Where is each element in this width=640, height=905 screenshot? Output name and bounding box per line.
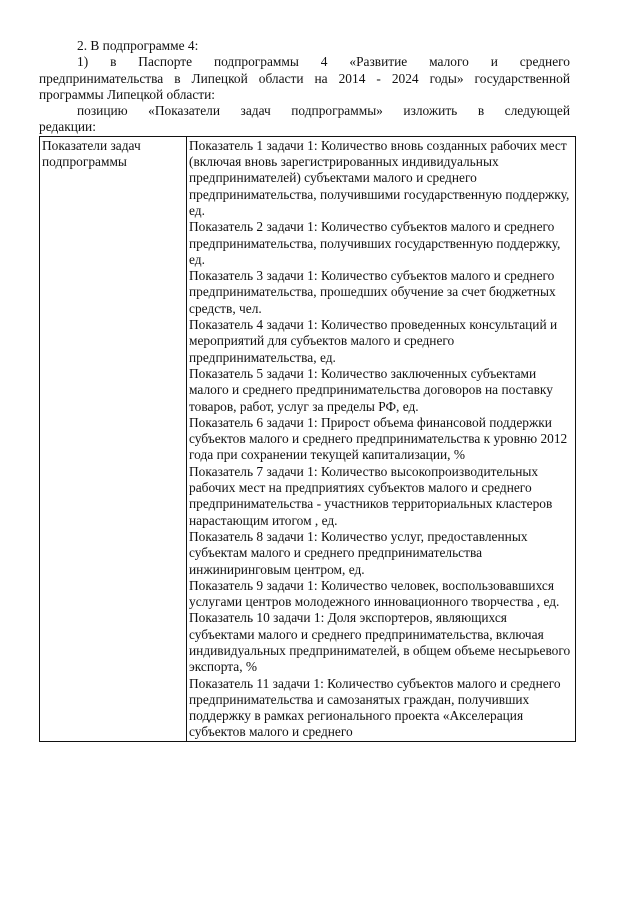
- indicator-4: Показатель 4 задачи 1: Количество проведенных консультаций и мероприятий для субъектов малого и среднего предпринимательства, ед.: [189, 317, 558, 365]
- indicator-6: Показатель 6 задачи 1: Прирост объема финансовой поддержки субъектов малого и среднего предпринимательства к уровню 2012 года при сохранении текущей капитализации, %: [189, 414, 568, 463]
- indicators-table: [39, 136, 576, 742]
- indicator-2: Показатель 2 задачи 1: Количество субъектов малого и среднего предпринимательства, получивших государственную поддержку, ед.: [189, 219, 561, 267]
- paragraph-2-line-2: редакции:: [39, 119, 96, 135]
- document-body: [39, 38, 570, 742]
- indicator-5: Показатель 5 задачи 1: Количество заключенных субъектами малого и среднего предпринимательства договоров на поставку товаров, работ, услуг за пределы РФ, ед.: [189, 365, 553, 414]
- paragraph-2-line-1: позицию «Показатели задач подпрограммы» изложить в следующей: [77, 103, 570, 119]
- indicator-1: Показатель 1 задачи 1: Количество вновь созданных рабочих мест (включая вновь зарегистрированных индивидуальных предпринимателей) субъектами малого и среднего предпринимательства, получившими государственную поддержку, ед.: [189, 137, 570, 218]
- indicator-7: Показатель 7 задачи 1: Количество высокопроизводительных рабочих мест на предприятиях субъектов малого и среднего предпринимательства - участников территориальных кластеров нарастающим итогом , ед.: [189, 463, 553, 528]
- paragraph-1-line-3: программы Липецкой области:: [39, 86, 216, 102]
- section-heading: 2. В подпрограмме 4:: [77, 38, 199, 53]
- indicator-11: Показатель 11 задачи 1: Количество субъектов малого и среднего предпринимательства и самозанятых граждан, получивших поддержку в рамках регионального проекта «Акселерация субъектов малого и среднего: [189, 675, 561, 740]
- table-row: [40, 136, 576, 741]
- indicator-8: Показатель 8 задачи 1: Количество услуг, предоставленных субъектам малого и среднего предпринимательства инжиниринговым центром, ед.: [189, 528, 528, 577]
- indicator-3: Показатель 3 задачи 1: Количество субъектов малого и среднего предпринимательства, прошедших обучение за счет бюджетных средств, чел.: [189, 268, 556, 316]
- table-value-cell: [187, 136, 576, 741]
- paragraph-1-line-1: 1) в Паспорте подпрограммы 4 «Развитие малого и среднего: [77, 54, 570, 70]
- table-label-cell: Показатели задач подпрограммы: [40, 136, 187, 741]
- indicator-9: Показатель 9 задачи 1: Количество человек, воспользовавшихся услугами центров молодежного инновационного творчества , ед.: [189, 577, 560, 610]
- paragraph-1-line-2: предпринимательства в Липецкой области на 2014 - 2024 годы» государственной: [39, 70, 570, 86]
- indicator-10: Показатель 10 задачи 1: Доля экспортеров, являющихся субъектами малого и среднего предпринимательства, включая индивидуальных предпринимателей, в общем объеме несырьевого экспорта, %: [189, 610, 571, 675]
